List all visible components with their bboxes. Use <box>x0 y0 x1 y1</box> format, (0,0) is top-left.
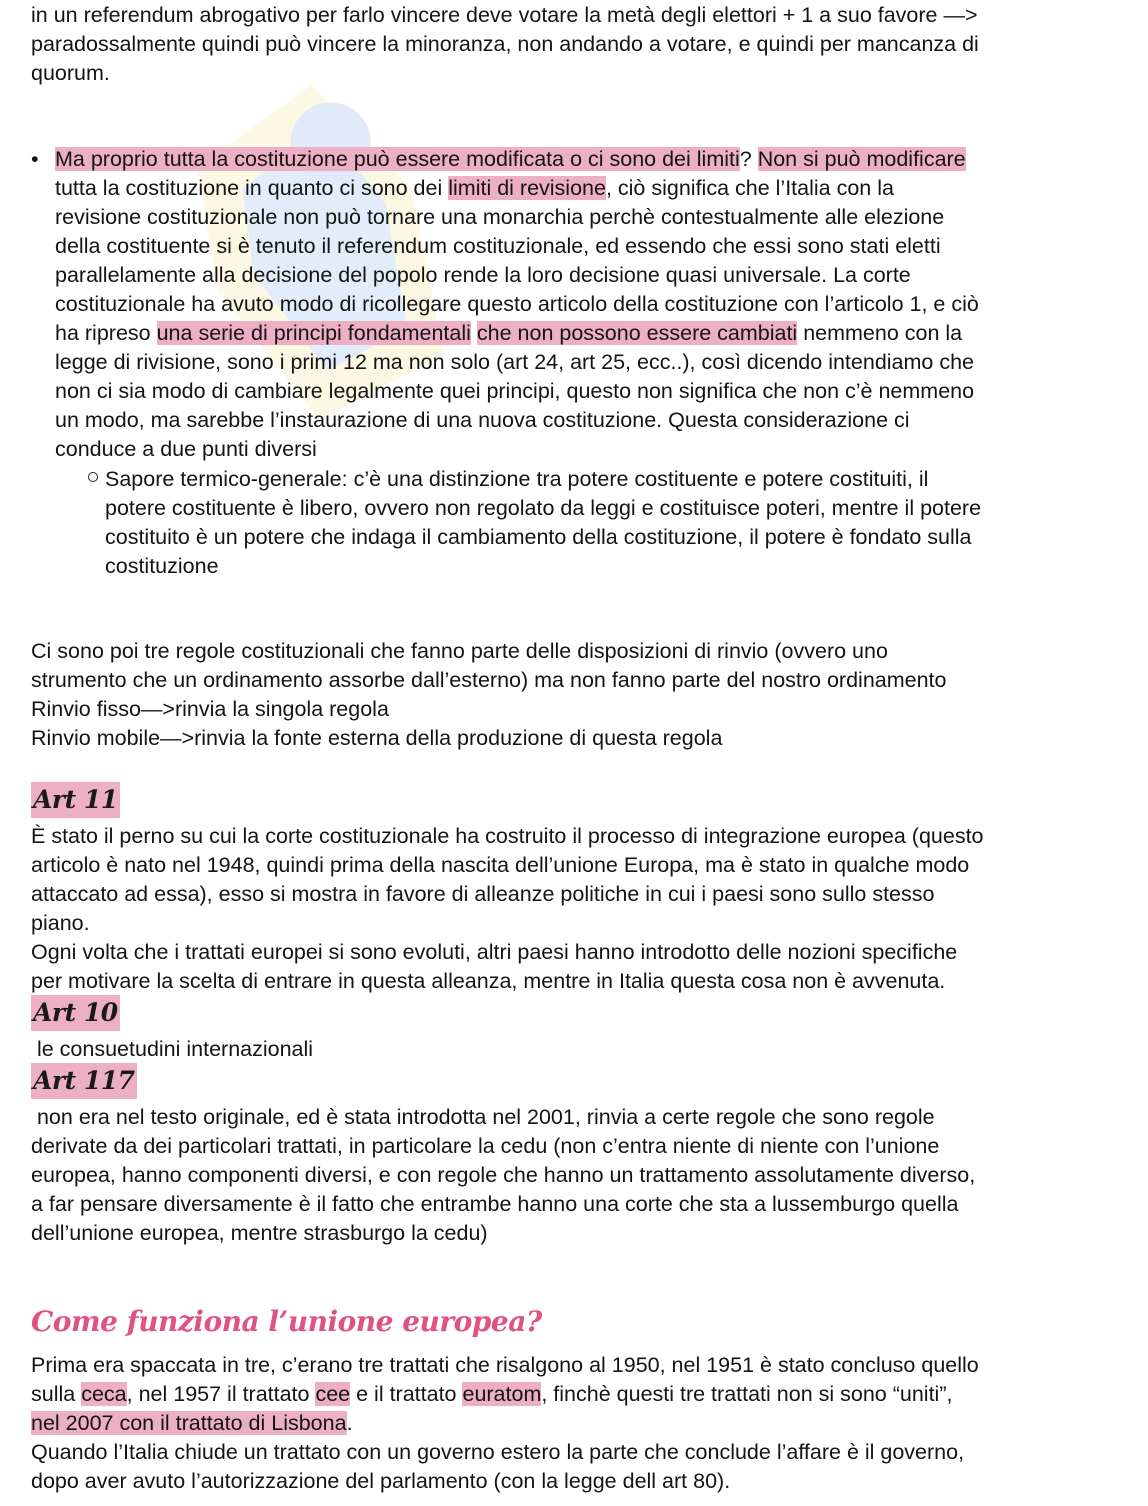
highlight-principi: una serie di principi fondamentali <box>156 321 471 345</box>
art10-heading: Art 10 <box>31 995 1121 1031</box>
highlight-limiti: limiti di revisione <box>448 176 606 200</box>
sub-bullet-marker <box>88 472 98 482</box>
highlight-answer: Non si può modificare <box>757 147 966 171</box>
art10-text: le consuetudini internazionali <box>31 1037 314 1061</box>
bullet-marker: • <box>31 147 39 171</box>
section-heading-unione-europea: Come funziona l’unione europea? <box>31 1305 542 1338</box>
highlight-cee: cee <box>315 1382 351 1406</box>
document-page: in un referendum abrogativo per farlo vincere deve votare la metà degli elettori + 1 a suo favore —> paradossalmente quindi può vincere la minoranza, non andando a votare, e quindi per mancanza di quorum. • Ma proprio tutta la costituzione può essere modificata o ci sono dei limiti? Non si può modificare tutta la costituzione in quanto ci sono dei limiti di revisione, ciò significa che l’Italia con la revisione costituzionale non può tornare una monarchia perchè contestualmente alle elezione della costituente si è tenuto il referendum costituzionale, ed essendo che essi sono stati eletti parallelamente alla decisione del popolo rende la loro decisione quasi universale. La corte costituzionale ha avuto modo di ricollegare questo articolo della costituzione con l’articolo 1, e ciò ha ripreso una serie di principi fondamentali che non possono essere cambiati nemmeno con la legge di rivisione, sono i primi 12 ma non solo (art 24, art 25, ecc..), così dicendo intendiamo che non ci sia modo di cambiare legalmente quei principi, questo non significa che non c’è nemmeno un modo, ma sarebbe l’instaurazione di una nuova costituzione. Questa considerazione ci conduce a due punti diversi Sapore termico-generale: c’è una distinzione tra potere costituente e potere costituiti, il potere costituente è libero, ovvero non regolato da leggi e costituisce poteri, mentre il potere costituito è un potere che indaga il cambiamento della costituzione, il potere è fondato sulla costituzione Ci sono poi tre regole costituzionali che fanno parte delle disposizioni di rinvio (ovvero uno strumento che un ordinamento assorbe dall’esterno) ma non fanno parte del nostro ordinamento Rinvio fisso—>rinvia la singola regola Rinvio mobile—>rinvia la fonte esterna della produzione di questa regola Art 11 È stato il perno su cui la corte costituzionale ha costruito il processo di integrazione europea (questo articolo è nato nel 1948, quindi prima della nascita dell’unione Europa, ma è stato in qualche modo attaccato ad essa), esso si mostra in favore di alleanze politiche in cui i paesi sono sullo stesso piano. Ogni volta che i trattati europei si sono evoluti, altri paesi hanno introdotto delle nozioni specifiche per motivare la scelta di entrare in questa alleanza, mentre in Italia questa cosa non è avvenuta. Art 10 le consuetudini internazionali Art 117 non era nel testo originale, ed è stata introdotta nel 2001, rinvia a certe regole che sono regole derivate da dei particolari trattati, in particolare la cedu (non c’entra niente di niente con l’unione europea, hanno componenti diversi, e con regole che hanno un trattamento assolutamente diverso, a far pensare diversamente è il fatto che entrambe hanno una corte che sta a lussemburgo quella dell’unione europea, mentre strasburgo la cedu) Come funziona l’unione europea? Prima era spaccata in tre, c’erano tre trattati che risalgono al 1950, nel 1951 è stato concluso quello sulla ceca, nel 1957 il trattato cee e il trattato euratom, finchè questi tre trattati non si sono “uniti”, nel 2007 con il trattato di Lisbona. Quando l’Italia chiude un trattato con un governo estero la parte che conclude l’affare è il governo, dopo aver avuto l’autorizzazione del parlamento (con la legge dell art 80). <box>0 0 1148 1506</box>
paragraph-unione-europea: Prima era spaccata in tre, c’erano tre trattati che risalgono al 1950, nel 1951 è stato concluso quello sulla ceca, nel 1957 il trattato cee e il trattato euratom, finchè questi tre trattati non si sono “uniti”, nel 2007 con il trattato di Lisbona. Quando l’Italia chiude un trattato con un governo estero la parte che conclude l’affare è il governo, dopo aver avuto l’autorizzazione del parlamento (con la legge dell art 80). <box>31 1353 979 1493</box>
highlight-euratom: euratom <box>462 1382 542 1406</box>
bullet-text: Ma proprio tutta la costituzione può essere modificata o ci sono dei limiti? Non si può modificare tutta la costituzione in quanto ci sono dei limiti di revisione, ciò significa che l’Italia con la revisione costituzionale non può tornare una monarchia perchè contestualmente alle elezione della costituente si è tenuto il referendum costituzionale, ed essendo che essi sono stati eletti parallelamente alla decisione del popolo rende la loro decisione quasi universale. La corte costituzionale ha avuto modo di ricollegare questo articolo della costituzione con l’articolo 1, e ciò ha ripreso una serie di principi fondamentali che non possono essere cambiati nemmeno con la legge di rivisione, sono i primi 12 ma non solo (art 24, art 25, ecc..), così dicendo intendiamo che non ci sia modo di cambiare legalmente quei principi, questo non significa che non c’è nemmeno un modo, ma sarebbe l’instaurazione di una nuova costituzione. Questa considerazione ci conduce a due punti diversi <box>55 147 979 461</box>
highlight-ceca: ceca <box>81 1382 127 1406</box>
paragraph-referendum: in un referendum abrogativo per farlo vincere deve votare la metà degli elettori + 1 a suo favore —> paradossalmente quindi può vincere la minoranza, non andando a votare, e quindi per mancanza di quorum. <box>31 3 979 85</box>
art11-text: È stato il perno su cui la corte costituzionale ha costruito il processo di integrazione europea (questo articolo è nato nel 1948, quindi prima della nascita dell’unione Europa, ma è stato in qualche modo attaccato ad essa), esso si mostra in favore di alleanze politiche in cui i paesi sono sullo stesso piano. Ogni volta che i trattati europei si sono evoluti, altri paesi hanno introdotto delle nozioni specifiche per motivare la scelta di entrare in questa alleanza, mentre in Italia questa cosa non è avvenuta. <box>31 824 984 993</box>
paragraph-rinvio: Ci sono poi tre regole costituzionali che fanno parte delle disposizioni di rinvio (ovvero uno strumento che un ordinamento assorbe dall’esterno) ma non fanno parte del nostro ordinamento Rinvio fisso—>rinvia la singola regola Rinvio mobile—>rinvia la fonte esterna della produzione di questa regola <box>31 639 947 750</box>
highlight-lisbona: nel 2007 con il trattato di Lisbona <box>31 1411 347 1435</box>
art117-heading: Art 117 <box>31 1063 1121 1099</box>
art117-text: non era nel testo originale, ed è stata introdotta nel 2001, rinvia a certe regole che sono regole derivate da dei particolari trattati, in particolare la cedu (non c’entra niente di niente con l’unione europea, hanno componenti diversi, e con regole che hanno un trattamento assolutamente diverso, a far pensare diversamente è il fatto che entrambe hanno una corte che sta a lussemburgo quella dell’unione europea, mentre strasburgo la cedu) <box>31 1105 976 1245</box>
art11-heading: Art 11 <box>31 782 1121 818</box>
highlight-question: Ma proprio tutta la costituzione può essere modificata o ci sono dei limiti <box>55 147 740 171</box>
highlight-cambiati: che non possono essere cambiati <box>476 321 798 345</box>
